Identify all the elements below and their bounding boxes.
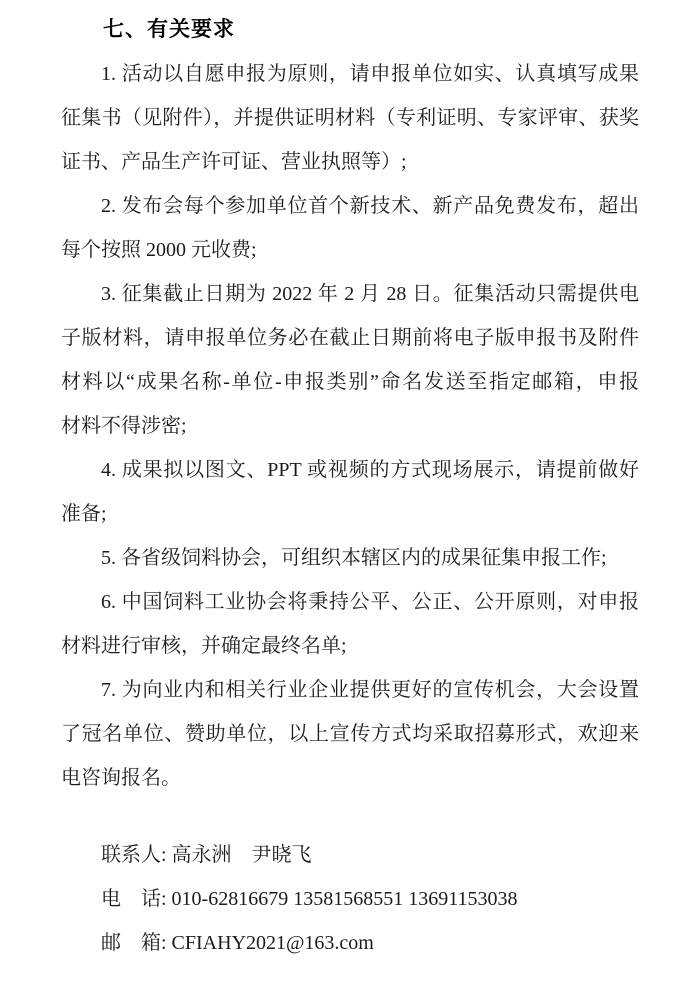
text-line: 材料不得涉密; xyxy=(61,415,187,437)
text-line: 证书、产品生产许可证、营业执照等）; xyxy=(61,151,407,173)
text-line: 每个按照 2000 元收费; xyxy=(61,239,257,261)
text-line: 5. 各省级饲料协会，可组织本辖区内的成果征集申报工作; xyxy=(101,547,607,569)
text-line: 准备; xyxy=(61,503,107,525)
text-line: 了冠名单位、赞助单位，以上宣传方式均采取招募形式，欢迎来 xyxy=(61,723,639,745)
contact-block xyxy=(61,833,639,965)
text-line: 7. 为向业内和相关行业企业提供更好的宣传机会，大会设置 xyxy=(101,679,639,701)
paragraph-6 xyxy=(61,580,639,668)
contact-email-line: 邮 箱: CFIAHY2021@163.com xyxy=(101,932,374,954)
contact-phone-line: 电 话: 010-62816679 13581568551 13691153038 xyxy=(101,888,518,910)
text-line: 1. 活动以自愿申报为原则，请申报单位如实、认真填写成果 xyxy=(101,63,639,85)
paragraph-3 xyxy=(61,272,639,448)
paragraph-2 xyxy=(61,184,639,272)
text-line: 子版材料，请申报单位务必在截止日期前将电子版申报书及附件 xyxy=(61,327,639,349)
paragraph-7 xyxy=(61,668,639,800)
section-heading: 七、有关要求 xyxy=(103,18,235,41)
text-line: 6. 中国饲料工业协会将秉持公平、公正、公开原则，对申报 xyxy=(101,591,639,613)
contact-person-line: 联系人: 高永洲 尹晓飞 xyxy=(101,844,312,866)
text-line: 材料进行审核，并确定最终名单; xyxy=(61,635,347,657)
text-line: 3. 征集截止日期为 2022 年 2 月 28 日。征集活动只需提供电 xyxy=(101,283,639,305)
text-line: 征集书（见附件），并提供证明材料（专利证明、专家评审、获奖 xyxy=(61,107,639,129)
paragraph-5 xyxy=(61,536,639,580)
text-line: 2. 发布会每个参加单位首个新技术、新产品免费发布，超出 xyxy=(101,195,639,217)
paragraph-1 xyxy=(61,52,639,184)
text-line: 电咨询报名。 xyxy=(61,767,181,789)
text-line: 4. 成果拟以图文、PPT 或视频的方式现场展示，请提前做好 xyxy=(101,459,639,481)
text-line: 材料以“成果名称-单位-申报类别”命名发送至指定邮箱，申报 xyxy=(61,371,639,393)
paragraph-4 xyxy=(61,448,639,536)
